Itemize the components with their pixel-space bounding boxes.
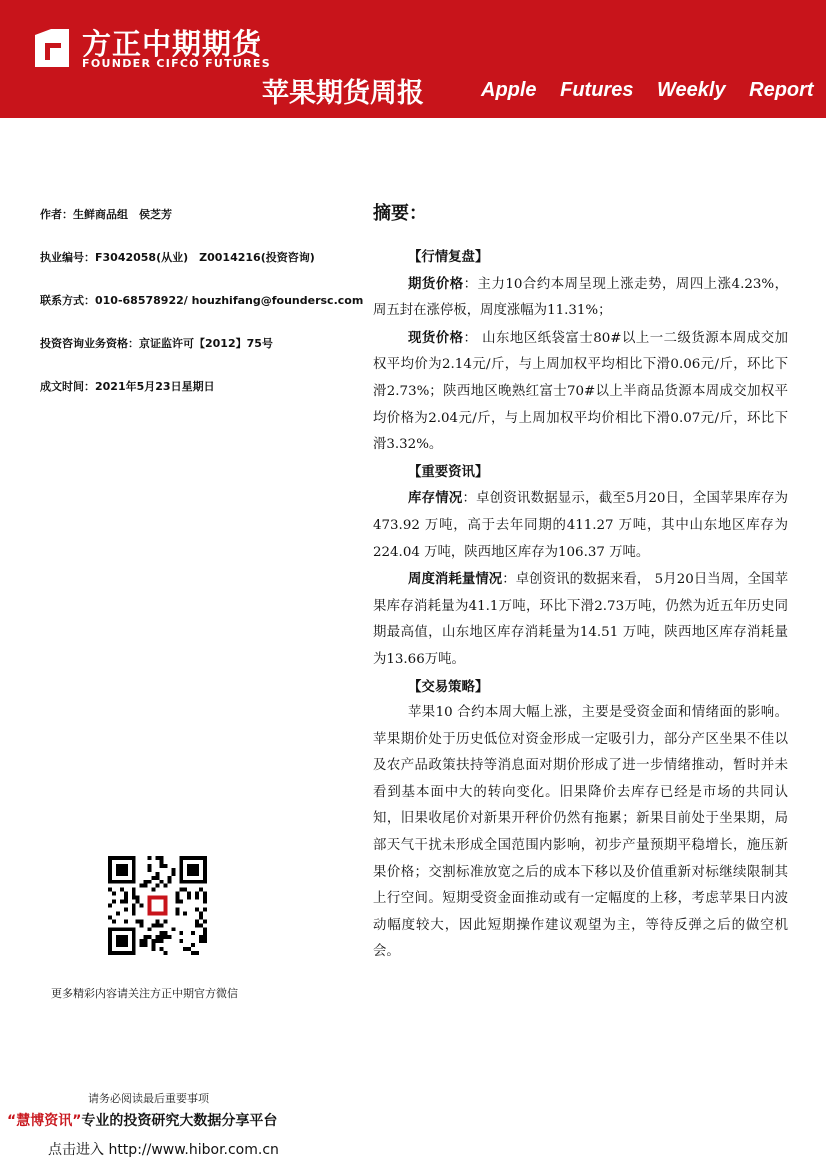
report-title-cn: 苹果期货周报 [262, 78, 424, 109]
inventory-text: ：卓创资讯数据显示，截至5月20日，全国苹果库存为473.92 万吨，高于去年同期的411.27 万吨，其中山东地区库存为224.04 万吨，陕西地区库存为106.37 万吨。 [373, 491, 789, 560]
futures-price-paragraph [373, 271, 788, 325]
qr-caption: 更多精彩内容请关注方正中期官方微信 [51, 987, 238, 1000]
strategy-paragraph: 苹果10 合约本周大幅上涨，主要是受资金面和情绪面的影响。苹果期价处于历史低位对资金形成一定吸引力，部分产区坐果不佳以及农产品政策扶持等消息面对期价形成了进一步情绪推动，暂时并未看到基本面中大的转向变化。旧果降价去库存已经是市场的共同认知，旧果收尾价对新果开秤价仍然有拖累；新果目前处于坐果期，局部天气干扰未形成全国范围内影响，初步产量预期平稳增长，施压新果价格；交割标准放宽之后的成本下移以及价值重新对标继续限制其上行空间。短期受资金面推动或有一定幅度的上移，考虑苹果日内波动幅度较大，因此短期操作建议观望为主，等待反弹之后的做空机会。 [373, 705, 788, 960]
brand-name: “慧博资讯” [7, 1113, 82, 1129]
author-line: 作者：生鲜商品组 侯芝芳 [40, 208, 172, 221]
spot-price-paragraph [373, 325, 788, 459]
founder-logo-icon [31, 27, 73, 69]
footer-brand-line [7, 1110, 277, 1130]
summary-body [373, 244, 788, 966]
inventory-label: 库存情况 [408, 490, 463, 507]
report-title-en: Apple Futures Weekly Report [481, 79, 814, 101]
qualification-line: 投资咨询业务资格：京证监许可【2012】75号 [40, 337, 273, 350]
contact-line: 联系方式：010-68578922/ houzhifang@foundersc.com [40, 294, 364, 307]
hibor-link[interactable]: 点击进入 http://www.hibor.com.cn [48, 1142, 279, 1158]
futures-price-label: 期货价格 [408, 275, 464, 292]
report-header [0, 0, 826, 118]
spot-price-text: ： 山东地区纸袋富士80#以上一二级货源本周成交加权平均价为2.14元/斤，与上周加权平均相比下滑0.06元/斤，环比下滑2.73%；陕西地区晚熟红富士70#以上半商品货源本周成交加权平均价格为2.04元/斤，与上周加权平均价相比下滑0.07元/斤，环比下滑3.32%。 [373, 330, 789, 453]
brand-slogan: 专业的投资研究大数据分享平台 [81, 1113, 278, 1129]
consumption-label: 周度消耗量情况 [408, 571, 503, 588]
license-line: 执业编号：F3042058(从业) Z0014216(投资咨询) [40, 251, 315, 264]
section-market-review: 【行情复盘】 [408, 249, 489, 265]
wechat-qr-code-icon [108, 856, 207, 955]
logo-text-cn: 方正中期期货 [82, 27, 263, 61]
futures-price-text: ：主力10合约本周呈现上涨走势，周四上涨4.23%，周五封在涨停板，周度涨幅为11.31%； [373, 276, 789, 319]
consumption-paragraph [373, 566, 788, 673]
consumption-text: ：卓创资讯的数据来看， 5月20日当周，全国苹果库存消耗量为41.1万吨，环比下滑2.73万吨，仍然为近五年历史同期最高值，山东地区库存消耗量为14.51 万吨，陕西地区库存消耗量为13.66万吨。 [373, 572, 788, 667]
section-key-news: 【重要资讯】 [408, 463, 489, 480]
inventory-paragraph [373, 485, 788, 566]
disclaimer-note: 请务必阅读最后重要事项 [88, 1092, 209, 1105]
section-trading-strategy: 【交易策略】 [408, 678, 489, 695]
logo-text-en: FOUNDER CIFCO FUTURES [82, 57, 271, 70]
date-line: 成文时间：2021年5月23日星期日 [40, 380, 215, 393]
summary-title: 摘要： [373, 203, 427, 224]
spot-price-label: 现货价格 [408, 329, 464, 346]
